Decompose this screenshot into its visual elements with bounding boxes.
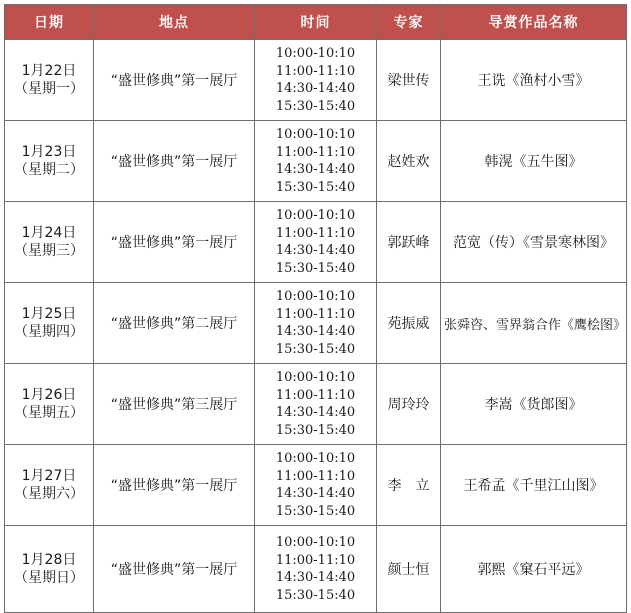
time-slot: 10:00-10:10 [275,46,356,61]
work-cell: 韩滉《五牛图》 [441,121,627,202]
expert-cell: 郭跃峰 [377,202,441,283]
expert-cell: 苑振威 [377,283,441,364]
time-cell [255,40,377,121]
date-cell [5,121,94,202]
date-cell [5,445,94,526]
time-cell [255,283,377,364]
time-slot: 10:00-10:10 [275,451,356,466]
schedule-table [4,4,627,613]
time-slot: 15:30-15:40 [275,422,356,438]
time-slot: 15:30-15:40 [275,341,356,357]
venue-cell: “盛世修典”第一展厅 [94,202,255,283]
time-cell [255,202,377,283]
time-slot: 14:30-14:40 [275,570,356,585]
date-cell [5,202,94,283]
table-row [5,526,627,613]
date-text: 1月26日 [21,387,77,403]
header-date: 日期 [5,5,94,40]
work-cell: 王希孟《千里江山图》 [441,445,627,526]
weekday-text: （星期二） [14,162,84,178]
time-slot: 14:30-14:40 [275,324,356,339]
date-cell [5,283,94,364]
time-slot: 10:00-10:10 [275,208,356,223]
venue-cell: “盛世修典”第一展厅 [94,526,255,613]
table-row [5,121,627,202]
date-text: 1月25日 [21,306,77,322]
time-slot: 11:00-11:10 [275,387,356,403]
work-cell: 张舜咨、雪界翁合作《鹰桧图》 [441,283,627,364]
table-row [5,445,627,526]
time-cell [255,526,377,613]
expert-cell: 周玲玲 [377,364,441,445]
time-slot: 14:30-14:40 [275,405,356,420]
venue-cell: “盛世修典”第一展厅 [94,445,255,526]
time-slot: 14:30-14:40 [275,486,356,501]
expert-cell: 赵姓欢 [377,121,441,202]
date-text: 1月28日 [21,552,77,568]
header-time: 时间 [255,5,377,40]
table-row [5,40,627,121]
venue-cell: “盛世修典”第一展厅 [94,121,255,202]
expert-cell: 李 立 [377,445,441,526]
date-cell [5,40,94,121]
time-slot: 15:30-15:40 [275,587,356,603]
time-slot: 15:30-15:40 [275,503,356,519]
time-slot: 11:00-11:10 [275,63,356,79]
time-slot: 14:30-14:40 [275,81,356,96]
time-slot: 14:30-14:40 [275,243,356,258]
time-slot: 14:30-14:40 [275,162,356,177]
weekday-text: （星期一） [14,81,84,97]
work-cell: 范宽（传）《雪景寒林图》 [441,202,627,283]
time-cell [255,121,377,202]
time-slot: 10:00-10:10 [275,289,356,304]
date-text: 1月23日 [21,144,77,160]
time-slot: 10:00-10:10 [275,370,356,385]
weekday-text: （星期四） [14,324,84,340]
time-cell [255,364,377,445]
time-slot: 15:30-15:40 [275,98,356,114]
work-cell: 王诜《渔村小雪》 [441,40,627,121]
weekday-text: （星期五） [14,405,84,421]
weekday-text: （星期三） [14,243,84,259]
time-slot: 11:00-11:10 [275,306,356,322]
header-venue: 地点 [94,5,255,40]
time-slot: 11:00-11:10 [275,468,356,484]
table-row [5,202,627,283]
header-expert: 专家 [377,5,441,40]
header-row [5,5,627,40]
date-cell [5,364,94,445]
venue-cell: “盛世修典”第二展厅 [94,283,255,364]
time-slot: 10:00-10:10 [275,535,356,550]
time-slot: 10:00-10:10 [275,127,356,142]
weekday-text: （星期日） [14,570,84,586]
work-cell: 郭熙《窠石平远》 [441,526,627,613]
venue-cell: “盛世修典”第一展厅 [94,40,255,121]
venue-cell: “盛世修典”第三展厅 [94,364,255,445]
expert-cell: 颜士恒 [377,526,441,613]
header-work: 导赏作品名称 [441,5,627,40]
expert-cell: 梁世传 [377,40,441,121]
time-slot: 11:00-11:10 [275,144,356,160]
date-cell [5,526,94,613]
time-slot: 15:30-15:40 [275,260,356,276]
table-row [5,283,627,364]
time-cell [255,445,377,526]
table-row [5,364,627,445]
date-text: 1月22日 [21,63,77,79]
date-text: 1月24日 [21,225,77,241]
weekday-text: （星期六） [14,486,84,502]
time-slot: 15:30-15:40 [275,179,356,195]
work-cell: 李嵩《货郎图》 [441,364,627,445]
time-slot: 11:00-11:10 [275,552,356,568]
date-text: 1月27日 [21,468,77,484]
time-slot: 11:00-11:10 [275,225,356,241]
